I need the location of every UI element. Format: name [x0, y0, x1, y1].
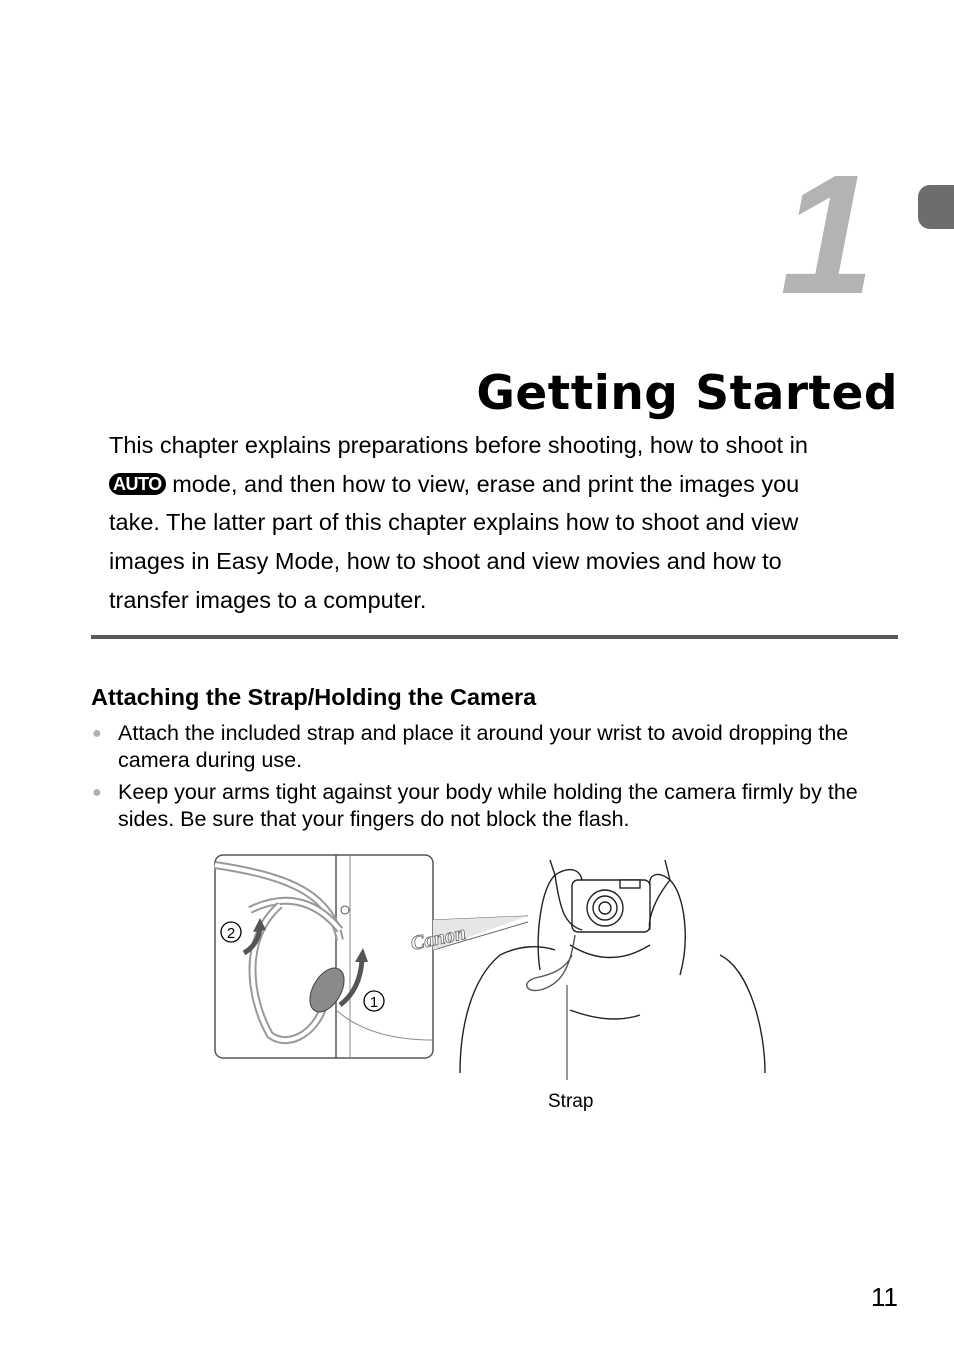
chapter-tab-marker [918, 185, 954, 229]
auto-mode-icon: AUTO [109, 473, 166, 495]
intro-line-2: mode, and then how to view, erase and print the images you [165, 470, 800, 497]
chapter-title: Getting Started [476, 366, 898, 421]
list-item [91, 720, 901, 774]
bullet-icon: ● [92, 784, 102, 801]
intro-paragraph [109, 426, 899, 620]
intro-line-4: images in Easy Mode, how to shoot and view movies and how to [109, 548, 782, 575]
intro-line-1: This chapter explains preparations before shooting, how to shoot in [109, 432, 808, 458]
step-1-marker: 1 [369, 994, 379, 1011]
person-holding-camera [460, 860, 765, 1080]
intro-line-3: take. The latter part of this chapter explains how to shoot and view [109, 509, 799, 536]
canon-logo: Canon [408, 921, 468, 956]
intro-line-5: transfer images to a computer. [109, 586, 427, 613]
chapter-number: 1 [780, 140, 875, 330]
bullet-list [91, 720, 901, 838]
strap-attachment-inset [215, 855, 433, 1058]
step-2-marker: 2 [226, 925, 236, 942]
strap-illustration [210, 850, 770, 1080]
page-number: 11 [871, 1282, 898, 1312]
bullet-icon: ● [92, 725, 102, 742]
list-item-text: Attach the included strap and place it around your wrist to avoid dropping the camera during use. [118, 721, 849, 772]
list-item-text: Keep your arms tight against your body while holding the camera firmly by the sides. Be sure that your fingers do not block the flash. [118, 780, 858, 831]
list-item [91, 779, 901, 833]
section-heading: Attaching the Strap/Holding the Camera [91, 684, 537, 710]
strap-label: Strap [548, 1091, 594, 1112]
section-divider [91, 635, 898, 639]
